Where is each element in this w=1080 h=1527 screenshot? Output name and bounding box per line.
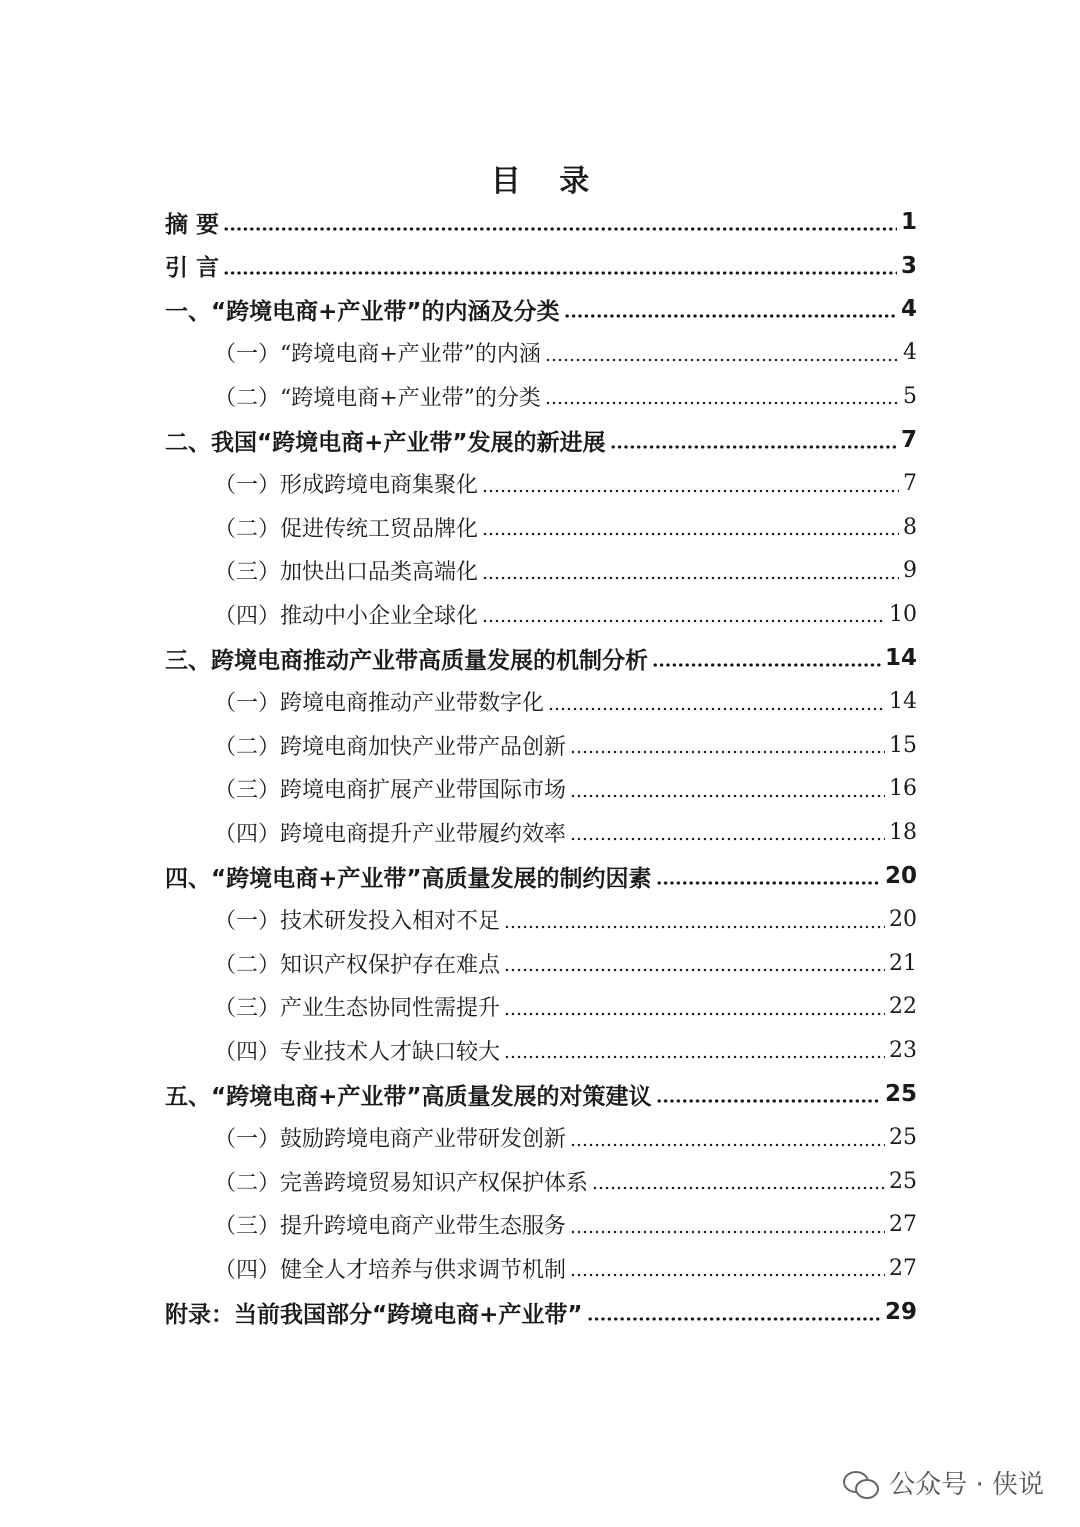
toc-entry-page: 20 xyxy=(889,907,917,933)
toc-entry-text: （三）产业生态协同性需提升 xyxy=(214,996,501,1022)
toc-entry-page: 14 xyxy=(889,689,917,715)
toc-entry-text: （四）跨境电商提升产业带履约效率 xyxy=(214,821,567,847)
dot-leader xyxy=(656,881,881,885)
toc-title: 目 录 xyxy=(490,164,604,199)
toc-entry-page: 22 xyxy=(889,994,917,1020)
toc-entry-page: 4 xyxy=(903,340,917,366)
toc-entry-text: 二、我国“跨境电商+产业带”发展的新进展 xyxy=(165,429,606,456)
toc-entry-text: 一、“跨境电商+产业带”的内涵及分类 xyxy=(165,298,560,325)
toc-entry-page: 1 xyxy=(900,209,917,235)
toc-entry-page: 25 xyxy=(884,1081,917,1107)
dot-leader xyxy=(545,401,899,405)
toc-entry-section[interactable] xyxy=(214,1116,917,1160)
toc-entry-text: 三、跨境电商推动产业带高质量发展的机制分析 xyxy=(165,647,648,674)
toc-entry-section[interactable] xyxy=(214,549,917,593)
toc-entry-text: （四）推动中小企业全球化 xyxy=(214,603,479,629)
toc-entry-page: 25 xyxy=(889,1168,917,1194)
dot-leader xyxy=(570,1230,885,1234)
dot-leader xyxy=(570,837,885,841)
toc-entry-page: 23 xyxy=(889,1037,917,1063)
toc-entry-section[interactable] xyxy=(214,374,917,418)
toc-entry-section[interactable] xyxy=(214,1203,917,1247)
dot-leader xyxy=(223,271,897,275)
toc-entry-section[interactable] xyxy=(214,723,917,767)
toc-entry-text: 五、“跨境电商+产业带”高质量发展的对策建议 xyxy=(165,1083,652,1110)
toc-entry-page: 14 xyxy=(884,645,917,671)
toc-entry-section[interactable] xyxy=(214,1159,917,1203)
toc-entry-chapter[interactable] xyxy=(165,854,917,898)
toc-entry-section[interactable] xyxy=(214,985,917,1029)
toc-entry-text: （一）形成跨境电商集聚化 xyxy=(214,473,479,499)
toc-entry-text: （二）跨境电商加快产业带产品创新 xyxy=(214,734,567,760)
toc-entry-text: （一）跨境电商推动产业带数字化 xyxy=(214,691,545,717)
toc-entry-page: 27 xyxy=(889,1255,917,1281)
toc-entry-page: 3 xyxy=(900,252,917,279)
toc-entry-section[interactable] xyxy=(214,1028,917,1072)
toc-entry-chapter[interactable] xyxy=(165,200,917,244)
toc-entry-text: （二）“跨境电商+产业带”的分类 xyxy=(214,385,541,411)
toc-entry-page: 29 xyxy=(884,1299,917,1325)
wechat-icon xyxy=(843,1469,879,1497)
toc-entry-page: 15 xyxy=(889,732,917,758)
dot-leader xyxy=(504,925,885,929)
toc-entry-page: 4 xyxy=(900,296,917,323)
dot-leader xyxy=(587,1317,881,1321)
toc-entry-chapter[interactable] xyxy=(165,418,917,462)
toc-entry-text: （二）完善跨境贸易知识产权保护体系 xyxy=(214,1170,589,1196)
toc-entry-page: 21 xyxy=(889,950,917,976)
dot-leader xyxy=(504,1055,885,1059)
dot-leader xyxy=(504,968,885,972)
toc-entry-text: 附录：当前我国部分“跨境电商+产业带” xyxy=(165,1301,583,1328)
toc-entry-text: （二）促进传统工贸品牌化 xyxy=(214,516,479,542)
toc-entry-section[interactable] xyxy=(214,505,917,549)
toc-entry-section[interactable] xyxy=(214,331,917,375)
toc-entry-text: （一）“跨境电商+产业带”的内涵 xyxy=(214,342,541,368)
toc-entry-page: 18 xyxy=(889,819,917,845)
toc-entry-page: 10 xyxy=(889,601,917,627)
toc-entry-text: （一）鼓励跨境电商产业带研发创新 xyxy=(214,1127,567,1153)
toc-entry-section[interactable] xyxy=(214,680,917,724)
toc-entry-page: 7 xyxy=(900,427,917,453)
toc-entry-page: 7 xyxy=(903,471,917,497)
dot-leader xyxy=(570,750,885,754)
toc-entry-page: 5 xyxy=(903,383,917,409)
dot-leader xyxy=(656,1099,881,1103)
toc-entry-section[interactable] xyxy=(214,898,917,942)
toc-entry-text: 四、“跨境电商+产业带”高质量发展的制约因素 xyxy=(165,865,652,892)
dot-leader xyxy=(548,707,885,711)
watermark-text: 公众号 · 侠说 xyxy=(889,1470,1044,1500)
toc-entry-text: 引 言 xyxy=(165,255,220,282)
toc-entry-text: （四）专业技术人才缺口较大 xyxy=(214,1039,501,1065)
toc-entry-page: 9 xyxy=(903,558,917,584)
toc-entry-chapter[interactable] xyxy=(165,287,917,331)
toc-entry-text: （三）跨境电商扩展产业带国际市场 xyxy=(214,778,567,804)
toc-entry-section[interactable] xyxy=(214,592,917,636)
dot-leader xyxy=(610,445,897,449)
dot-leader xyxy=(652,663,881,667)
toc-entry-chapter[interactable] xyxy=(165,636,917,680)
dot-leader xyxy=(482,576,899,580)
toc-entry-page: 20 xyxy=(884,863,917,889)
dot-leader xyxy=(570,1273,885,1277)
dot-leader xyxy=(545,358,899,362)
dot-leader xyxy=(223,227,897,231)
toc-entry-text: （三）加快出口品类高端化 xyxy=(214,560,479,586)
toc-entry-text: （三）提升跨境电商产业带生态服务 xyxy=(214,1214,567,1240)
toc-entry-text: （四）健全人才培养与供求调节机制 xyxy=(214,1257,567,1283)
dot-leader xyxy=(570,794,885,798)
toc-entry-text: （二）知识产权保护存在难点 xyxy=(214,952,501,978)
toc-entry-section[interactable] xyxy=(214,810,917,854)
dot-leader xyxy=(504,1012,885,1016)
dot-leader xyxy=(564,314,897,318)
toc-entry-text: （一）技术研发投入相对不足 xyxy=(214,909,501,935)
toc-entry-page: 8 xyxy=(903,514,917,540)
dot-leader xyxy=(482,532,899,536)
toc-entry-page: 27 xyxy=(889,1212,917,1238)
dot-leader xyxy=(482,489,899,493)
toc-entry-page: 16 xyxy=(889,776,917,802)
toc-entry-chapter[interactable] xyxy=(165,244,917,288)
dot-leader xyxy=(570,1143,885,1147)
toc-entry-section[interactable] xyxy=(214,462,917,506)
toc-entry-chapter[interactable] xyxy=(165,1072,917,1116)
toc-entry-chapter[interactable] xyxy=(165,1290,917,1334)
dot-leader xyxy=(482,619,885,623)
dot-leader xyxy=(592,1186,885,1190)
toc-entry-section[interactable] xyxy=(214,1246,917,1290)
watermark xyxy=(843,1464,1044,1501)
toc-entry-section[interactable] xyxy=(214,767,917,811)
toc-entry-text: 摘 要 xyxy=(165,211,220,238)
toc-entry-page: 25 xyxy=(889,1125,917,1151)
toc-entry-section[interactable] xyxy=(214,941,917,985)
